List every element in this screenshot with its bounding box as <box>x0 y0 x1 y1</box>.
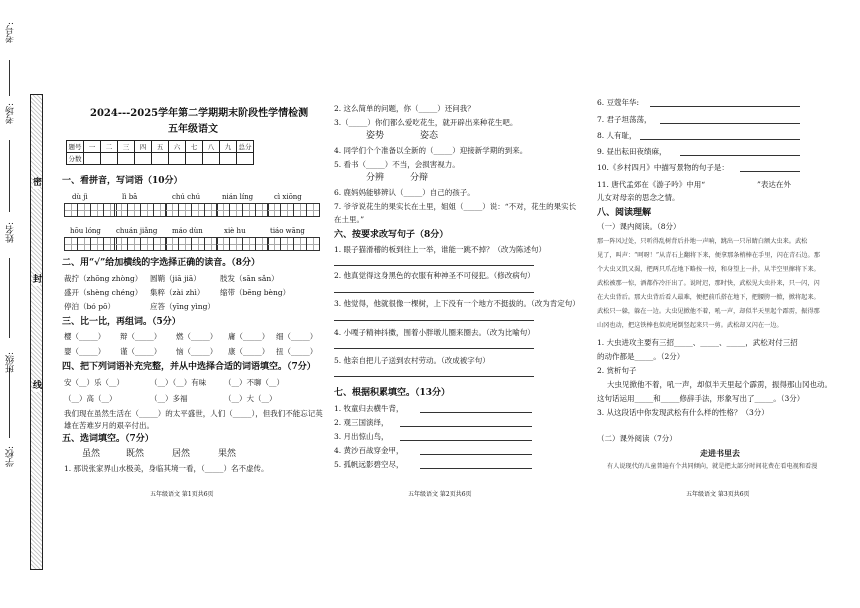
score-table <box>66 140 254 165</box>
answer-line[interactable] <box>400 440 532 441</box>
score-head: 七 <box>186 141 203 153</box>
section2-heading: 二、用“√”给加横线的字选择正确的读音。（8分） <box>62 258 261 268</box>
score-cell[interactable] <box>220 153 237 165</box>
char-grid[interactable] <box>267 203 319 217</box>
pinyin-2: lì bā <box>122 193 138 201</box>
reading-question: 的动作都是_____。（2分） <box>597 352 685 361</box>
section5-heading: 五、选词填空。（7分） <box>62 434 154 444</box>
pinyin-6: hōu lóng <box>70 227 101 235</box>
recite-item: 9. 昼出耘田夜绩麻， <box>597 147 667 156</box>
section4-heading: 四、把下列词语补充完整，并从中选择合适的词语填空。（7分） <box>62 362 316 372</box>
exam-subtitle: 五年级语文 <box>168 124 218 135</box>
reading-item[interactable]: 肢发（sān sǎn） <box>220 274 279 283</box>
section7-heading: 七、根据积累填空。（13分） <box>334 388 451 398</box>
score-cell[interactable] <box>237 153 254 165</box>
word-pair: 分辩 <box>410 173 429 183</box>
compare-item[interactable]: 扭（_____） <box>276 347 318 356</box>
score-cell[interactable] <box>152 153 169 165</box>
recite-item: 4. 黄沙百战穿金甲， <box>334 446 404 455</box>
seal-char-feng: 封 <box>33 275 43 285</box>
question: 6. 鹿妈妈能够辨认（_____）自己的孩子。 <box>334 188 475 197</box>
seal-char-mi: 密 <box>33 178 43 188</box>
pinyin-3: chú chú <box>172 193 201 201</box>
answer-line[interactable] <box>680 155 800 156</box>
reading-question: 大虫见掀他不着，吼一声，却似半天里起个霹雳，振得那山冈也动。 <box>607 380 832 389</box>
score-head: 二 <box>101 141 118 153</box>
recite-item: 10.《乡村四月》中描写景物的句子是： <box>597 163 729 172</box>
word-choice: 虽然 <box>82 449 101 459</box>
pinyin-4: nián líng <box>222 193 254 201</box>
reading-question: 2. 赏析句子 <box>597 366 637 375</box>
passage-line: 武松只一躲，躲在一边。大虫见掀他不着，吼一声，却似半天里起个霹雳，振得那 <box>597 308 820 315</box>
answer-line[interactable] <box>740 171 800 172</box>
passage-line: 有人说现代的儿童普遍有个共同倾向，就是把太部分时间花费在看电视和看漫 <box>607 463 818 470</box>
name-label: 姓名: <box>6 222 16 244</box>
recite-item: 6. 豆蔻年华: <box>597 98 640 107</box>
pinyin-1: dù jì <box>72 193 88 201</box>
passage-line: 见了，叫声：“呵呀！”从青石上翻将下来，便拿那条梢棒在手里，闪在青石边。那 <box>597 252 820 259</box>
word-pair: 分辨 <box>366 173 385 183</box>
reading-item[interactable]: 应答（yīng yìng） <box>150 302 215 311</box>
score-head: 三 <box>118 141 135 153</box>
answer-line[interactable] <box>420 412 532 413</box>
compare-item[interactable]: 辩（_____） <box>120 332 162 341</box>
pinyin-10: tiáo wāng <box>270 227 305 235</box>
score-head: 总分 <box>237 141 254 153</box>
compare-item[interactable]: 细（_____） <box>276 332 318 341</box>
rewrite-question: 3. 他觉得，他就很像一棵树，上下没有一个地方不挺拔的。（改为肯定句） <box>334 299 580 308</box>
class-label: 班级: <box>6 352 16 374</box>
char-grid[interactable] <box>216 203 268 217</box>
char-grid[interactable] <box>165 237 217 251</box>
page-footer: 五年级语文 第3页共6页 <box>686 491 750 498</box>
exam-no-label: 考号: <box>6 22 16 44</box>
passage-line: 那一阵风过处，只听得乱树背后扑地一声响，跳出一只吊睛白额大虫来。武松 <box>597 238 808 245</box>
reading1-title: （一）课内阅读。（8分） <box>597 222 681 231</box>
passage-line: 个大虫又饥又渴，把两只爪在地下略按一按，和身望上一扑，从半空里撺将下来。 <box>597 266 820 273</box>
question: 2. 这么简单的问题，你（_____）还问我？ <box>334 104 475 113</box>
pinyin-5: cì xiōng <box>274 193 302 201</box>
exam-room-line <box>9 60 10 96</box>
answer-line[interactable] <box>640 139 800 140</box>
char-grid[interactable] <box>114 203 166 217</box>
passage-line: 山冈也动，把这铁棒也似虎尾倒竖起来只一剪。武松却又闪在一边。 <box>597 322 783 329</box>
score-head: 四 <box>135 141 152 153</box>
question: 5. 看书（_____）不当，会损害视力。 <box>334 160 460 169</box>
answer-line[interactable] <box>650 106 800 107</box>
recite-item: 2. 观三国演绎， <box>334 418 389 427</box>
recite-item: 11. 唐代孟郊在《游子吟》中用“ <box>597 180 706 189</box>
compare-item[interactable]: 谨（_____） <box>120 347 162 356</box>
char-grid[interactable] <box>114 237 166 251</box>
passage-line: 在大虫背后。那大虫背后看人最难，便把前爪搭在地下，把腰胯一掀，掀将起来。 <box>597 294 820 301</box>
answer-line[interactable] <box>660 123 800 124</box>
word-choice: 果然 <box>218 449 237 459</box>
recite-item: 8. 人有耻， <box>597 131 637 140</box>
recite-item: ”表达在外 <box>757 180 791 189</box>
score-head: 五 <box>152 141 169 153</box>
score-cell[interactable] <box>169 153 186 165</box>
answer-line[interactable] <box>334 265 534 266</box>
class-line <box>9 258 10 338</box>
reading-item[interactable]: 停泊（bó pō） <box>64 302 116 311</box>
page-footer: 五年级语文 第2页共6页 <box>408 491 472 498</box>
pinyin-8: máo dùn <box>172 227 203 235</box>
answer-line[interactable] <box>334 292 534 293</box>
char-grid[interactable] <box>165 203 217 217</box>
char-grid[interactable] <box>64 237 116 251</box>
s5-question: 1. 那说张家界山水极美，身临其境一看，（_____）名不虚传。 <box>64 464 269 473</box>
reading2-heading: 走进书里去 <box>700 448 740 458</box>
char-grid[interactable] <box>64 203 116 217</box>
reading-question: 1. 大虫进攻主要有三招_____、_____、_____，武松对付三招 <box>597 338 798 347</box>
fill-item[interactable]: （__）高（__） <box>64 394 117 403</box>
answer-line[interactable] <box>334 376 534 377</box>
recite-item: 3. 月出惊山鸟， <box>334 432 389 441</box>
reading-question: 这句话运用_____和_____修辞手法，形象写出了_____。（3分） <box>597 394 805 403</box>
fill-sentence: 雄在苦难岁月的艰辛付出。 <box>64 421 154 430</box>
answer-line[interactable] <box>420 454 532 455</box>
name-line <box>9 140 10 212</box>
fill-item[interactable]: （__）大（__） <box>224 394 277 403</box>
score-cell[interactable] <box>101 153 118 165</box>
recite-item: 5. 孤帆远影碧空尽， <box>334 460 404 469</box>
reading-item[interactable]: 集粹（zài zhì） <box>150 288 205 297</box>
word-choice: 既然 <box>126 449 145 459</box>
answer-line[interactable] <box>420 468 532 469</box>
answer-line[interactable] <box>400 426 532 427</box>
pinyin-7: chuán jiǎng <box>116 227 158 235</box>
page-footer: 五年级语文 第1页共6页 <box>150 491 214 498</box>
school-label: 学校: <box>6 446 16 468</box>
fill-item[interactable]: （__）（__）有味 <box>150 378 207 387</box>
exam-title: 2024---2025学年第二学期期末阶段性学情检测 <box>90 108 309 119</box>
recite-item: 儿女对母亲的思念之情。 <box>597 193 680 202</box>
score-cell[interactable] <box>203 153 220 165</box>
answer-line[interactable] <box>334 320 534 321</box>
reading-item[interactable]: 圆鞘（jiā jiā） <box>150 274 201 283</box>
compare-item[interactable]: 恼（_____） <box>176 347 218 356</box>
seal-char-xian: 线 <box>33 381 43 391</box>
word-choice: 居然 <box>172 449 191 459</box>
question: 3.（_____）你们都么爱吃花生，就开辟出来种花生吧。 <box>334 118 518 127</box>
score-head: 一 <box>84 141 101 153</box>
section1-heading: 一、看拼音，写词语（10分） <box>62 176 183 186</box>
score-head: 六 <box>169 141 186 153</box>
reading-question: 3. 从这段话中你发现武松有什么样的性格？（3分） <box>597 408 769 417</box>
section8-heading: 八、阅读理解 <box>597 208 652 218</box>
passage-line: 武松被那一惊，酒都作冷汗出了。说时迟，那时快，武松见大虫扑来，只一闪，闪 <box>597 280 820 287</box>
fill-sentence: 我们现在虽然生活在（_____）的太平盛世，人们（_____），但我们不能忘记英 <box>64 409 323 418</box>
compare-item[interactable]: 樱（_____） <box>64 332 106 341</box>
score-cell[interactable] <box>186 153 203 165</box>
answer-line[interactable] <box>334 348 534 349</box>
word-pair: 姿态 <box>420 131 439 141</box>
reading-item[interactable]: 缩带（bēng bèng） <box>220 288 291 297</box>
fill-item[interactable]: （__）多福 <box>150 394 188 403</box>
score-row-label: 分数 <box>67 153 84 165</box>
score-head: 九 <box>220 141 237 153</box>
fill-item[interactable]: 安（__）乐（__） <box>64 378 124 387</box>
question: 4. 同学们个个准备以全新的（_____）迎接新学期的到来。 <box>334 146 528 155</box>
question: 7. 爷爷说花生的果实长在土里，姐姐（_____）说：“不对，花生的果实长 <box>334 202 577 211</box>
score-head: 八 <box>203 141 220 153</box>
char-grid[interactable] <box>216 237 268 251</box>
recite-item: 7. 君子坦荡荡， <box>597 115 652 124</box>
section3-heading: 三、比一比，再组词。（5分） <box>62 317 181 327</box>
exam-room-label: 考场: <box>6 103 16 125</box>
rewrite-question: 5. 他亲自把儿子送到农村劳动。（改成被字句） <box>334 356 490 365</box>
reading-item[interactable]: 盛开（shèng chéng） <box>64 288 143 297</box>
school-line <box>9 368 10 438</box>
section6-heading: 六、按要求改写句子（8分） <box>334 230 449 240</box>
word-pair: 姿势 <box>366 131 385 141</box>
char-grid[interactable] <box>267 237 319 251</box>
compare-item[interactable]: 燃（_____） <box>176 332 218 341</box>
rewrite-question: 1. 眼子猫滑稽的板到往上一举，谁能一跳不掉？（改为陈述句） <box>334 245 547 254</box>
compare-item[interactable]: 婴（_____） <box>64 347 106 356</box>
score-cell[interactable] <box>84 153 101 165</box>
reading2-title: （二）课外阅读（7分） <box>597 434 677 443</box>
reading-item[interactable]: 裁拧（zhōng zhòng） <box>64 274 143 283</box>
recite-item: 1. 牧童归去横牛背， <box>334 404 404 413</box>
compare-item[interactable]: 庸（_____） <box>228 332 270 341</box>
rewrite-question: 4. 小嘎子精神抖擞，围着小胖墩儿圈来圈去。（改为比喻句） <box>334 328 535 337</box>
seal-gutter <box>30 94 43 570</box>
pinyin-9: xiè hu <box>224 227 246 235</box>
compare-item[interactable]: 康（_____） <box>228 347 270 356</box>
rewrite-question: 2. 他真觉得这身黑色的衣服有种神圣不可侵犯。（修改病句） <box>334 271 535 280</box>
fill-item[interactable]: （__）不聊（__） <box>224 378 284 387</box>
score-cell[interactable] <box>118 153 135 165</box>
score-head: 题号 <box>67 141 84 153</box>
score-cell[interactable] <box>135 153 152 165</box>
question: 在土里。” <box>334 215 365 224</box>
